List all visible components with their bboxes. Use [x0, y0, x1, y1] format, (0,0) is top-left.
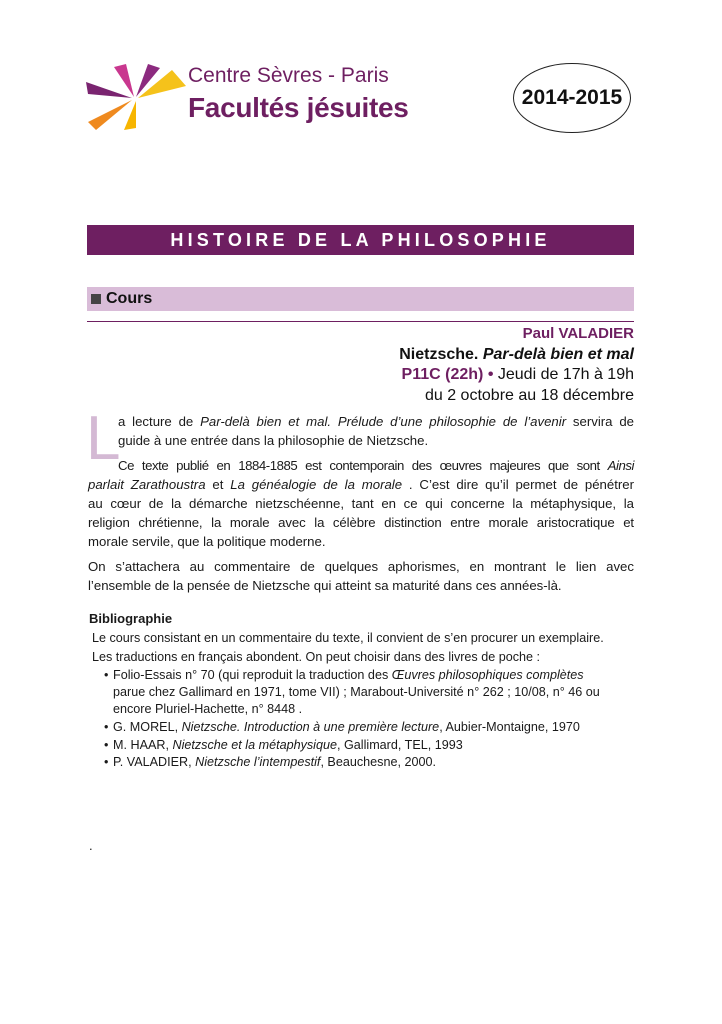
course-title: Nietzsche. Par-delà bien et mal: [399, 346, 634, 363]
bibliography-item-3: M. HAAR, Nietzsche et la métaphysique, Gallimard, TEL, 1993: [113, 738, 463, 752]
logo-petal-yellow-low: [124, 101, 136, 130]
course-dates: du 2 octobre au 18 décembre: [424, 387, 634, 404]
paragraph-1-line-2: guide à une entrée dans la philosophie de Nietzsche.: [118, 433, 429, 448]
paragraph-3-line-2: l’ensemble de la pensée de Nietzsche qui atteint sa maturité dans ces années-là.: [88, 578, 562, 593]
bibliography-item-1-line-3: encore Pluriel-Hachette, n° 8448 .: [113, 702, 303, 716]
paragraph-2-line-4: religion chrétienne, la morale avec la célèbre distinction entre morale aristocratique et: [88, 515, 634, 530]
bibliography-item-1-line-1: Folio-Essais n° 70 (qui reproduit la traduction des Œuvres philosophiques complètes: [113, 668, 584, 682]
bibliography-intro-2: Les traductions en français abondent. On peut choisir dans des livres de poche :: [92, 650, 541, 664]
bibliography-item-4: P. VALADIER, Nietzsche l’intempestif, Beauchesne, 2000.: [113, 755, 436, 769]
paragraph-1-line-1: a lecture de Par-delà bien et mal. Prélude d’une philosophie de l’avenir servira de: [118, 414, 634, 429]
course-code: P11C (22h): [401, 366, 484, 383]
footer-dot: .: [89, 838, 93, 853]
drop-cap: L: [86, 404, 121, 473]
centre-sevres-logo: [86, 64, 186, 130]
logo-petal-magenta: [114, 64, 134, 97]
paragraph-3-line-1: On s’attachera au commentaire de quelques aphorismes, en montrant le lien avec: [88, 559, 634, 574]
list-bullet: •: [104, 738, 109, 752]
logo-petal-purple-left: [86, 82, 132, 98]
bibliography-item-2: G. MOREL, Nietzsche. Introduction à une première lecture, Aubier-Montaigne, 1970: [113, 720, 580, 734]
discipline-title: HISTOIRE DE LA PHILOSOPHIE: [87, 225, 634, 255]
logo-petal-orange: [88, 100, 132, 130]
bibliography-heading: Bibliographie: [89, 611, 173, 626]
paragraph-2-line-5: morale servile, que la politique moderne.: [88, 534, 326, 549]
paragraph-2-line-2: parlait Zarathoustra et La généalogie de la morale . C’est dire qu’il permet de pénétrer: [88, 477, 634, 492]
teacher-name: Paul VALADIER: [522, 325, 634, 342]
square-bullet-icon: [91, 294, 101, 304]
section-label: Cours: [106, 290, 153, 307]
paragraph-2-line-3: au cœur de la démarche nietzschéenne, tant en ce qui concerne la métaphysique, la: [88, 496, 634, 511]
list-bullet: •: [104, 755, 109, 769]
brand-subtitle: Facultés jésuites: [188, 92, 409, 123]
course-schedule: P11C (22h) • Jeudi de 17h à 19h: [401, 366, 634, 383]
academic-year-badge: 2014-2015: [513, 63, 631, 133]
paragraph-2-line-1: Ce texte publié en 1884-1885 est contemporain des œuvres majeures que sont Ainsi: [118, 458, 634, 473]
brand-name: Centre Sèvres - Paris: [188, 64, 389, 87]
bibliography-intro-1: Le cours consistant en un commentaire du texte, il convient de s’en procurer un exemplaire.: [92, 631, 604, 645]
list-bullet: •: [104, 668, 109, 682]
list-bullet: •: [104, 720, 109, 734]
bullet-separator: •: [487, 366, 494, 383]
section-header: [87, 287, 634, 311]
divider: [87, 321, 634, 322]
bibliography-item-1-line-2: parue chez Gallimard en 1971, tome VII) ; Marabout-Université n° 262 ; 10/08, n° 46 ou: [113, 685, 600, 699]
